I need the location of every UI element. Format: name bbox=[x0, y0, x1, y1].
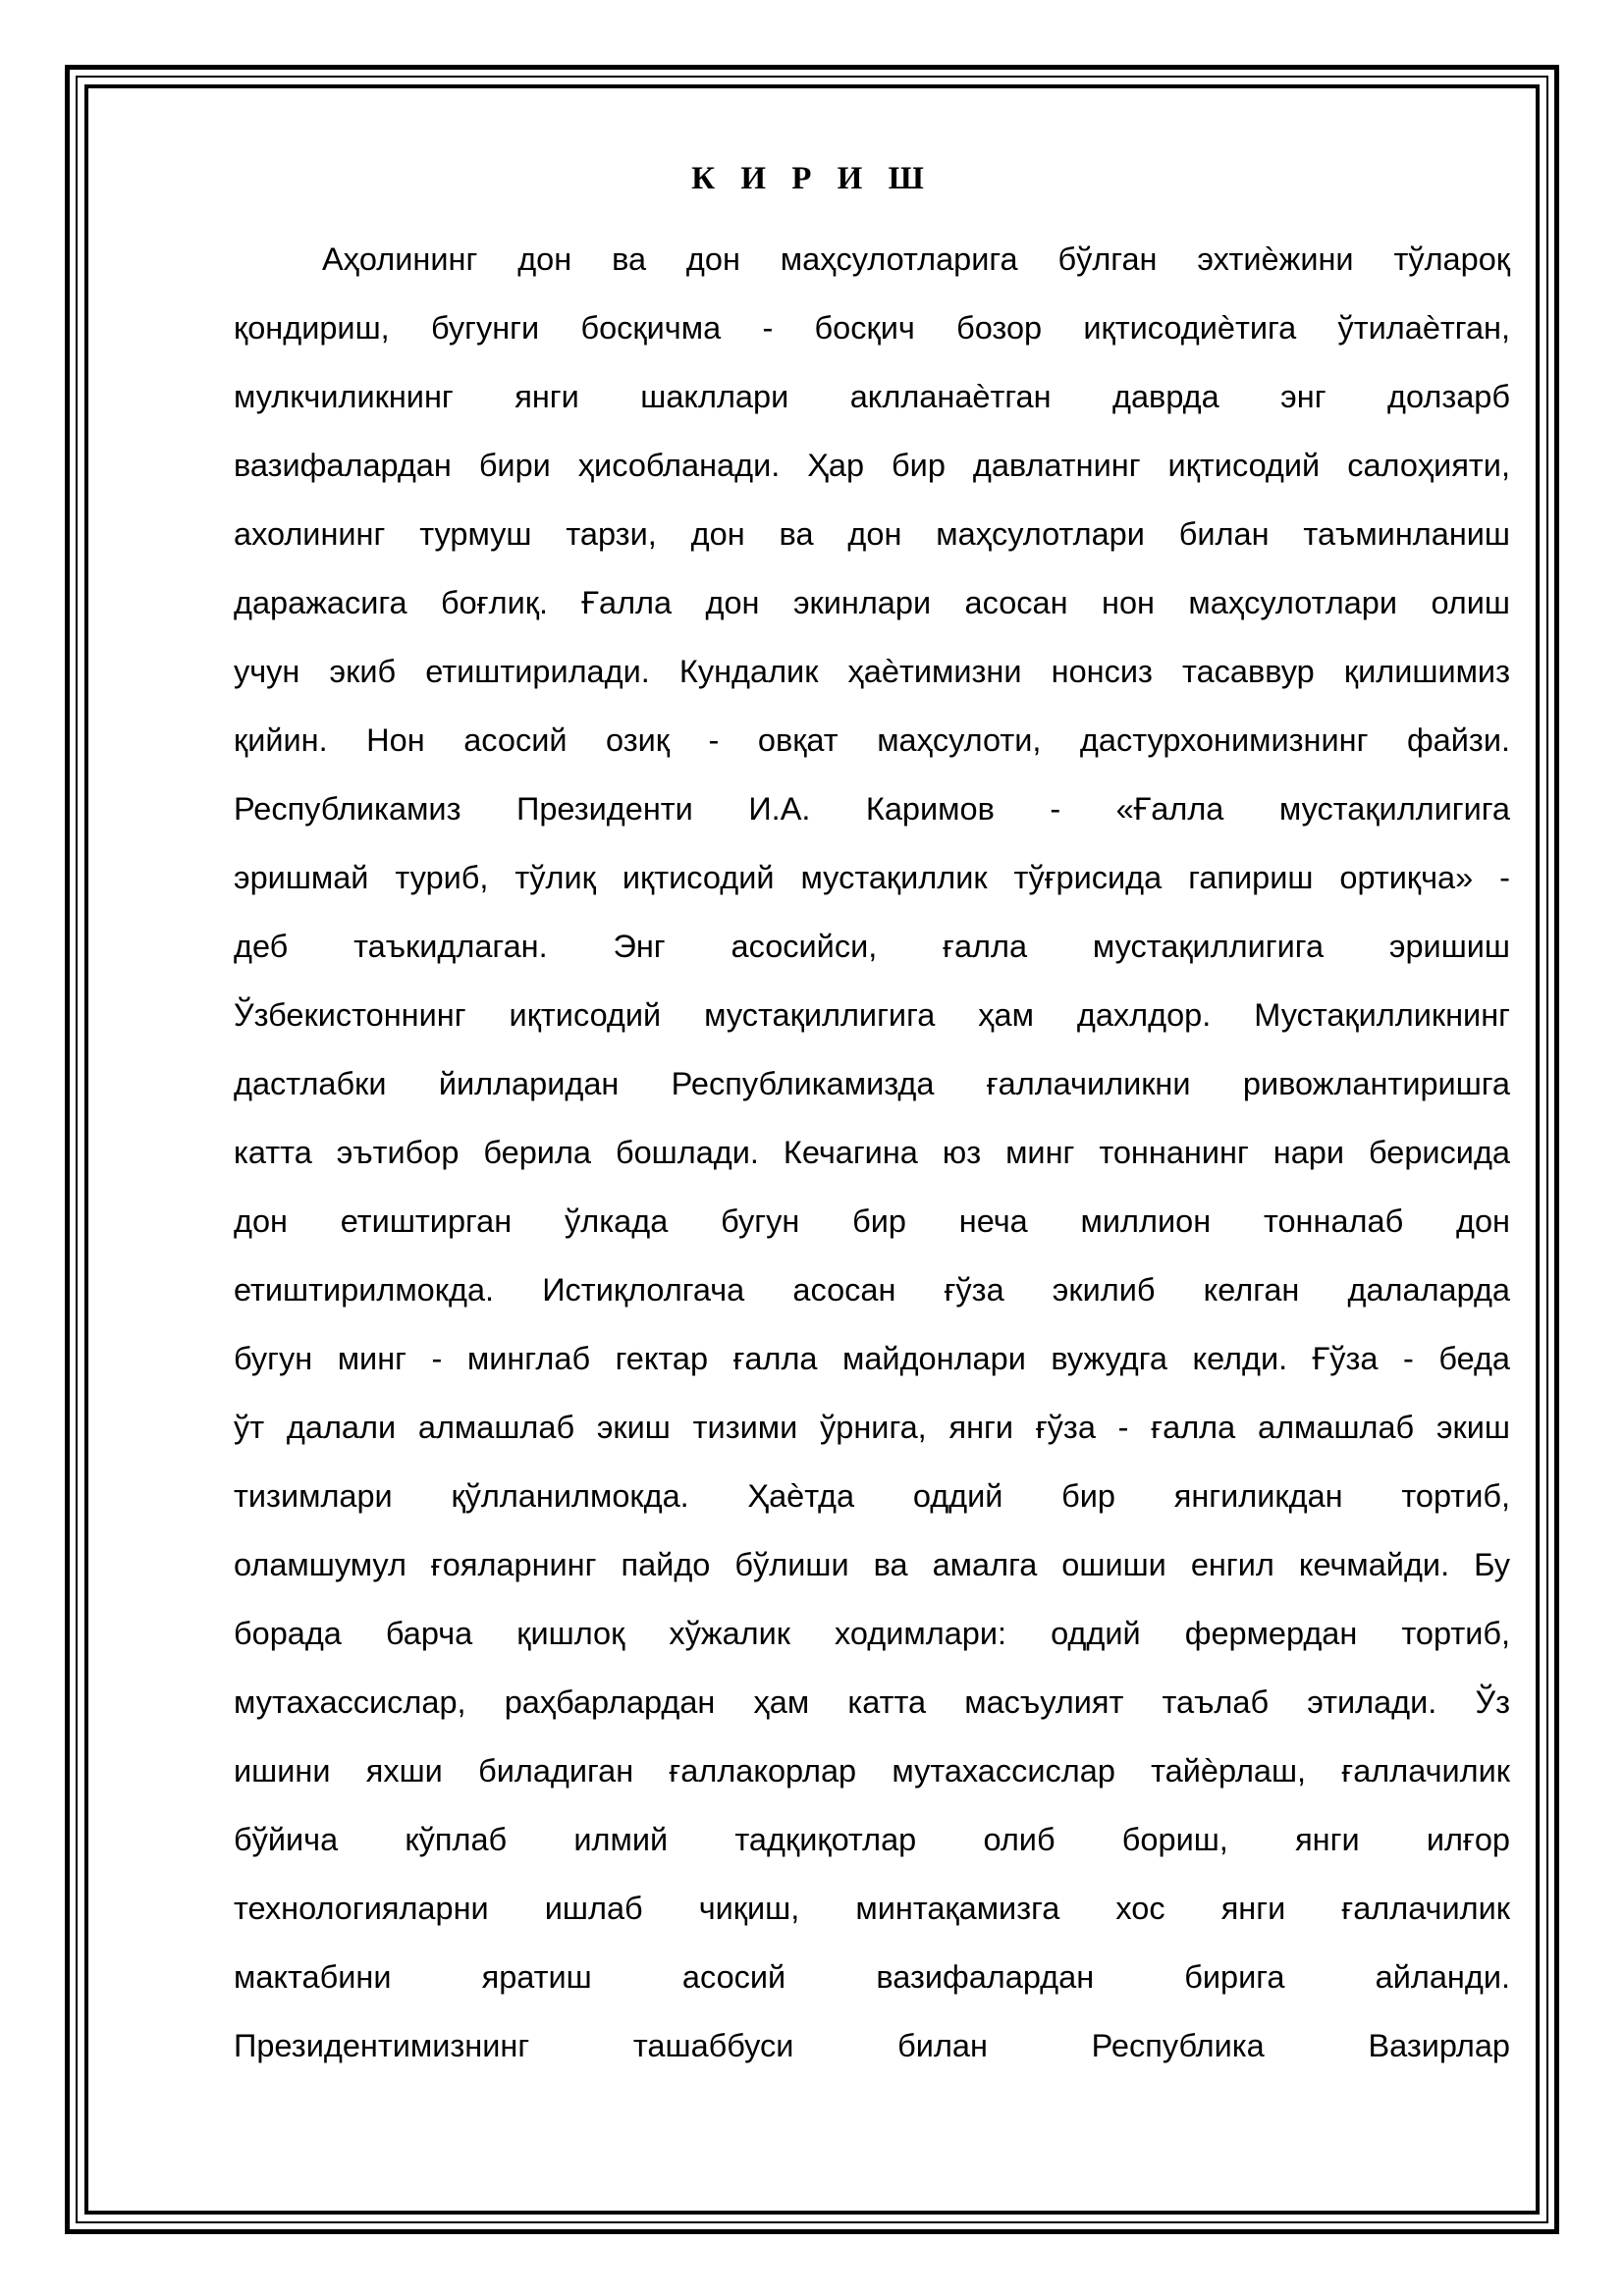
text-line: технологияларни ишлаб чиқиш, минтақамизга хос янги ғаллачилик bbox=[234, 1891, 1510, 1926]
text-line: мулкчиликнинг янги шакллари аклланаѐтган даврда энг долзарб bbox=[234, 379, 1510, 414]
text-line: катта эътибор берила бошлади. Кечагина юз минг тоннанинг нари берисида bbox=[234, 1135, 1510, 1170]
text-line: Республикамиз Президенти И.А. Каримов - «Ғалла мустақиллигига bbox=[234, 791, 1510, 827]
text-line: вазифалардан бири ҳисобланади. Ҳар бир давлатнинг иқтисодий салоҳияти, bbox=[234, 448, 1510, 483]
text-line: ишини яхши биладиган ғаллакорлар мутахассислар тайѐрлаш, ғаллачилик bbox=[234, 1753, 1510, 1789]
text-line: Аҳолининг дон ва дон маҳсулотларига бўлган эхтиѐжини тўлароқ bbox=[322, 241, 1510, 277]
text-line: даражасига боғлиқ. Ғалла дон экинлари асосан нон маҳсулотлари олиш bbox=[234, 585, 1510, 620]
text-line: учун экиб етиштирилади. Кундалик ҳаѐтимизни нонсиз тасаввур қилишимиз bbox=[234, 654, 1510, 689]
text-line: Ўзбекистоннинг иқтисодий мустақиллигига ҳам дахлдор. Мустақилликнинг bbox=[234, 997, 1510, 1033]
body-text bbox=[234, 225, 1510, 2080]
text-line: Президентимизнинг ташаббуси билан Республика Вазирлар bbox=[234, 2028, 1510, 2063]
text-line: оламшумул ғояларнинг пайдо бўлиши ва амалга ошиши енгил кечмайди. Бу bbox=[234, 1547, 1510, 1582]
text-line: деб таъкидлаган. Энг асосийси, ғалла мустақиллигига эришиш bbox=[234, 929, 1510, 964]
text-line: тизимлари қўлланилмокда. Ҳаѐтда оддий бир янгиликдан тортиб, bbox=[234, 1478, 1510, 1514]
text-line: дастлабки йилларидан Республикамизда ғаллачиликни ривожлантиришга bbox=[234, 1066, 1510, 1101]
text-line: мутахассислар, раҳбарлардан ҳам катта масъулият таълаб этилади. Ўз bbox=[234, 1684, 1510, 1720]
text-line: ахолининг турмуш тарзи, дон ва дон маҳсулотлари билан таъминланиш bbox=[234, 516, 1510, 552]
text-line: бўйича кўплаб илмий тадқиқотлар олиб бориш, янги илғор bbox=[234, 1822, 1510, 1857]
text-line: эришмай туриб, тўлиқ иқтисодий мустақиллик тўғрисида гапириш ортиқча» - bbox=[234, 860, 1510, 895]
text-line: қийин. Нон асосий озиқ - овқат маҳсулоти, дастурхонимизнинг файзи. bbox=[234, 722, 1510, 758]
page-title: К И Р И Ш bbox=[691, 161, 933, 196]
text-line: дон етиштирган ўлкада бугун бир неча миллион тонналаб дон bbox=[234, 1203, 1510, 1239]
text-line: мактабини яратиш асосий вазифалардан бирига айланди. bbox=[234, 1959, 1510, 1995]
text-line: қондириш, бугунги босқичма - босқич бозор иқтисодиѐтига ўтилаѐтган, bbox=[234, 310, 1510, 346]
text-line: ўт далали алмашлаб экиш тизими ўрнига, янги ғўза - ғалла алмашлаб экиш bbox=[234, 1410, 1510, 1445]
text-line: борада барча қишлоқ хўжалик ходимлари: оддий фермердан тортиб, bbox=[234, 1616, 1510, 1651]
text-line: бугун минг - минглаб гектар ғалла майдонлари вужудга келди. Ғўза - беда bbox=[234, 1341, 1510, 1376]
text-line: етиштирилмокда. Истиқлолгача асосан ғўза экилиб келган далаларда bbox=[234, 1272, 1510, 1308]
